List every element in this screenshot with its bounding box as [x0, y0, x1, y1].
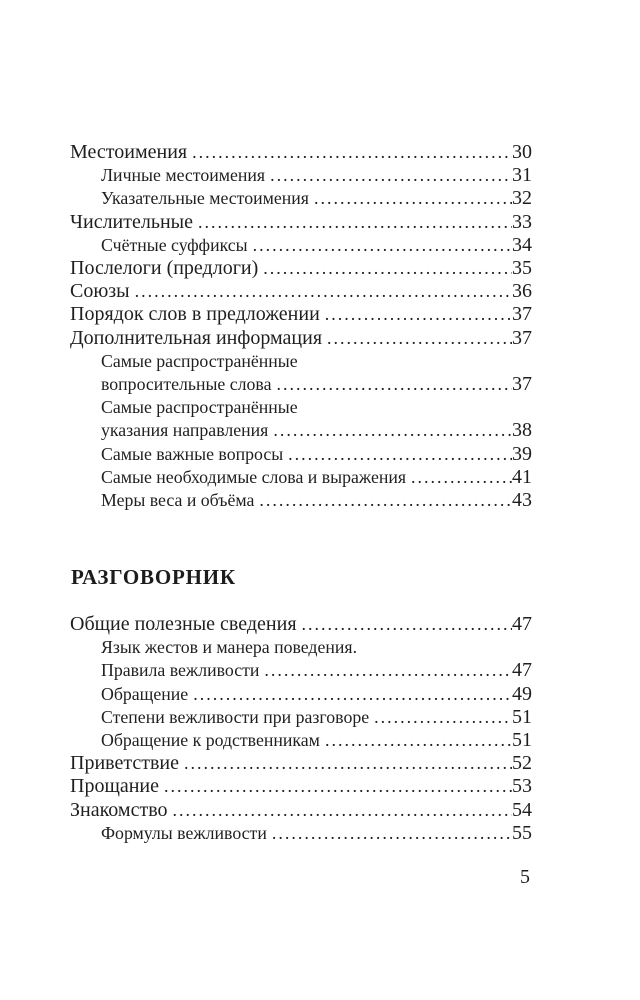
toc-entry [70, 280, 532, 303]
toc-entry-continued [70, 636, 532, 659]
toc-entry-page: 37 [512, 326, 532, 349]
toc-entry-label: Формулы вежливости [101, 822, 267, 843]
toc-entry [70, 613, 532, 636]
toc-entry-label: Самые важные вопросы [101, 443, 284, 464]
toc-entry [70, 752, 532, 775]
toc-entry [70, 164, 532, 187]
toc-entry-label: Знакомство [70, 798, 168, 821]
toc-entry-page: 49 [512, 682, 532, 705]
toc-entry [70, 659, 532, 682]
dot-leader [325, 729, 512, 752]
toc-entry-label: Порядок слов в предложении [70, 303, 320, 326]
toc-entry-page: 32 [512, 187, 532, 210]
toc-entry-page: 41 [512, 465, 532, 488]
toc-entry-label: Прощание [70, 775, 160, 798]
toc-entry-label: вопросительные слова [101, 374, 272, 395]
toc-entry-page: 38 [512, 419, 532, 442]
toc-entry-page: 52 [512, 752, 532, 775]
toc-entry-page: 37 [512, 303, 532, 326]
toc-entry-label: Числительные [70, 210, 193, 233]
toc-entry [70, 257, 532, 280]
toc-entry-label: Язык жестов и манера поведения. [101, 637, 358, 658]
dot-leader [184, 752, 512, 775]
dot-leader [327, 327, 512, 350]
toc-entry-page: 39 [512, 442, 532, 465]
dot-leader [135, 280, 512, 303]
toc-entry [70, 706, 532, 729]
toc-entry-page: 34 [512, 233, 532, 256]
toc-entry [70, 141, 532, 164]
toc-entry-label: указания направления [101, 420, 269, 441]
toc-entry [70, 234, 532, 257]
toc-entry-label: Личные местоимения [101, 165, 266, 186]
toc-entry-label: Дополнительная информация [70, 326, 323, 349]
toc-entry-label: Указательные местоимения [101, 188, 309, 209]
toc-entry-continued [70, 350, 532, 373]
page-number: 5 [520, 866, 530, 888]
dot-leader [193, 683, 512, 706]
dot-leader [263, 257, 512, 280]
dot-leader [276, 373, 512, 396]
dot-leader [253, 234, 512, 257]
toc-entry [70, 443, 532, 466]
toc-entry-label: Обращение [101, 683, 189, 704]
toc-entry [70, 489, 532, 512]
dot-leader [164, 775, 512, 798]
toc-entry-label: Приветствие [70, 752, 179, 775]
toc-entry-page: 47 [512, 659, 532, 682]
toc-entry-page: 30 [512, 141, 532, 163]
toc-entry-label: Самые распространённые [101, 397, 298, 418]
dot-leader [198, 211, 512, 234]
toc-entry-label: Меры веса и объёма [101, 490, 255, 511]
dot-leader [302, 613, 512, 636]
toc-entry [70, 419, 532, 442]
toc-entry-page: 36 [512, 280, 532, 303]
toc-entry [70, 799, 532, 822]
dot-leader [273, 419, 512, 442]
toc-entry-label: Послелоги (предлоги) [70, 257, 259, 280]
toc-entry-page: 37 [512, 373, 532, 396]
toc-entry [70, 775, 532, 798]
toc-entry [70, 822, 532, 845]
toc-entry [70, 327, 532, 350]
toc-entry [70, 683, 532, 706]
toc-section-phrasebook [70, 613, 532, 845]
toc-entry-page: 53 [512, 775, 532, 798]
toc-entry-label: Обращение к родственникам [101, 730, 320, 751]
toc-entry-label: Правила вежливости [101, 660, 260, 681]
toc-entry-page: 54 [512, 798, 532, 821]
toc-entry-label: Счётные суффиксы [101, 234, 248, 255]
toc-entry-continued [70, 396, 532, 419]
toc-entry [70, 303, 532, 326]
toc-entry-page: 51 [512, 729, 532, 752]
dot-leader [192, 141, 512, 164]
dot-leader [264, 659, 512, 682]
dot-leader [288, 443, 512, 466]
dot-leader [325, 303, 512, 326]
toc-entry [70, 187, 532, 210]
toc-entry-page: 55 [512, 821, 532, 844]
toc-entry-label: Союзы [70, 280, 130, 303]
toc-entry-page: 47 [512, 613, 532, 635]
toc-entry [70, 466, 532, 489]
dot-leader [259, 489, 512, 512]
toc-entry-page: 31 [512, 164, 532, 187]
dot-leader [374, 706, 512, 729]
toc-entry-label: Местоимения [70, 141, 188, 163]
dot-leader [272, 822, 512, 845]
toc-entry-label: Степени вежливости при разговоре [101, 706, 370, 727]
toc-entry-page: 33 [512, 210, 532, 233]
toc-entry-page: 35 [512, 257, 532, 280]
toc-entry-label: Самые распространённые [101, 350, 298, 371]
toc-section-grammar [70, 141, 532, 512]
dot-leader [270, 164, 512, 187]
toc-entry-label: Самые необходимые слова и выражения [101, 466, 407, 487]
toc-entry [70, 211, 532, 234]
toc-entry-page: 51 [512, 705, 532, 728]
section-heading: РАЗГОВОРНИК [71, 565, 236, 589]
dot-leader [411, 466, 512, 489]
toc-entry [70, 373, 532, 396]
toc-entry-label: Общие полезные сведения [70, 613, 297, 635]
dot-leader [314, 187, 512, 210]
dot-leader [173, 799, 513, 822]
toc-entry-page: 43 [512, 489, 532, 512]
toc-entry [70, 729, 532, 752]
